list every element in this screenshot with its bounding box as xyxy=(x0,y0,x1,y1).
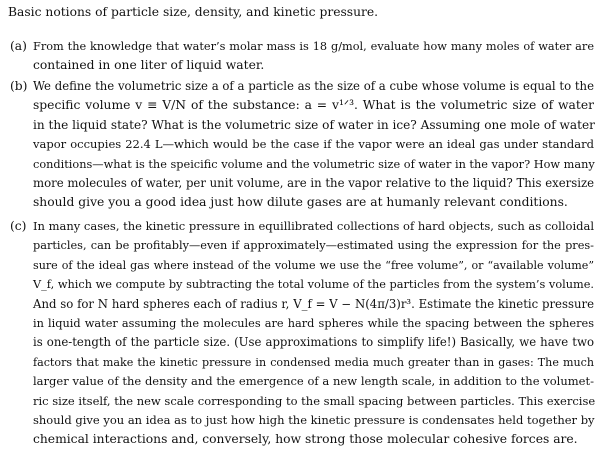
part-c-line: In many cases, the kinetic pressure in equillibrated collections of hard objects, such as colloidal xyxy=(33,219,595,233)
part-b-line: vapor occupies 22.4 L—which would be the case if the vapor were an ideal gas under standard xyxy=(33,137,594,152)
part-b-line: should give you a good idea just how dilute gases are at humanly relevant conditions. xyxy=(33,195,568,210)
part-b-line: more molecules of water, per unit volume, are in the vapor relative to the liquid? This exersize xyxy=(33,176,595,190)
part-c-line: particles, can be profitably—even if approximately—estimated using the expression for the pres- xyxy=(33,239,594,253)
part-a-line: contained in one liter of liquid water. xyxy=(33,58,265,73)
part-b-line: conditions—what is the speicific volume and the volumetric size of water in the vapor? How many xyxy=(33,157,595,171)
part-c-line: is one-tength of the particle size. (Use approximations to simplify life!) Basically, we have two xyxy=(33,335,594,350)
part-c-line: should give you an idea as to just how high the kinetic pressure is condensates held together by xyxy=(33,413,595,427)
part-b-line: in the liquid state? What is the volumetric size of water in ice? Assuming one mole of water xyxy=(33,117,595,132)
part-c-line: ric size itself, the new scale corresponding to the small spacing between particles. This exercise xyxy=(33,393,596,408)
part-c-line: V_f, which we compute by subtracting the total volume of the particles from the system’s volume. xyxy=(33,278,594,292)
problem-heading: Basic notions of particle size, density, and kinetic pressure. xyxy=(8,5,379,19)
part-c-line: factors that make the kinetic pressure in condensed media much greater than in gases: The much xyxy=(33,355,594,369)
part-c-line: chemical interactions and, conversely, how strong those molecular cohesive forces are. xyxy=(33,432,578,447)
part-c-line: sure of the ideal gas where instead of the volume we use the “free volume”, or “available volume” xyxy=(33,258,594,272)
part-c-marker: (c) xyxy=(10,219,27,233)
part-b-line: We define the volumetric size a of a particle as the size of a cube whose volume is equal to the xyxy=(33,79,594,93)
part-b-marker: (b) xyxy=(10,79,28,93)
part-b-line: specific volume v ≡ V/N of the substance: a = v¹ᐟ³. What is the volumetric size of water xyxy=(33,98,594,113)
part-c-line: larger value of the density and the emergence of a new length scale, in addition to the volumet- xyxy=(33,374,594,389)
part-a-line: From the knowledge that water’s molar mass is 18 g/mol, evaluate how many moles of water are xyxy=(33,40,594,53)
part-c-line: in liquid water assuming the molecules are hard spheres while the spacing between the spheres xyxy=(33,317,594,330)
part-a-marker: (a) xyxy=(10,39,27,53)
part-c-line: And so for N hard spheres each of radius r, V_f = V − N(4π/3)r³. Estimate the kinetic pressure xyxy=(33,296,594,311)
